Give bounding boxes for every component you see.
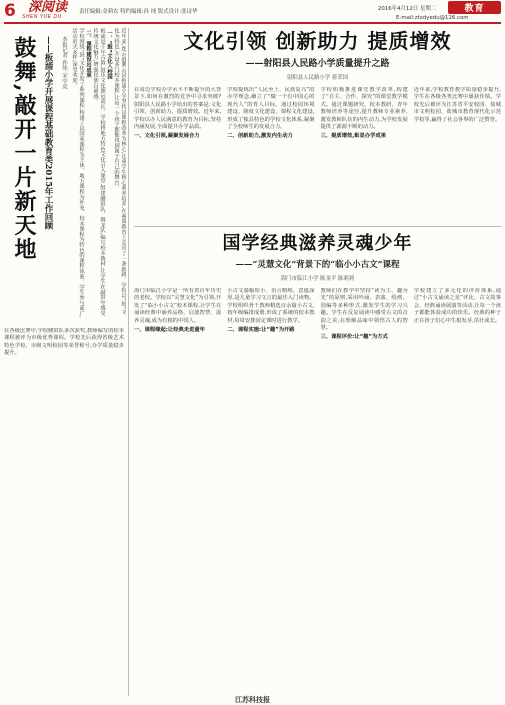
article1-head3: 三、提质增效,彰显办学成果: [320, 133, 387, 140]
article-divider: [134, 226, 501, 227]
left-headline: 鼓舞,敲开一片新天地: [11, 36, 37, 262]
article1-byline: 射阳县人民路小学 蒋荣国: [286, 75, 348, 81]
article1-col4-text: 近年来,学校教育教学质量稳步提升,学生在各级各类比赛中屡获佳绩。学校先后被评为江苏省平安校园、盐城市文明校园、盐城市教育现代化示范学校等,赢得了社会各界的广泛赞誉。: [413, 87, 501, 123]
left-body-text: [70, 28, 126, 318]
section-subtitle: SHEN YUE DU: [22, 14, 62, 20]
brand-text: 教育: [464, 4, 485, 14]
left-lower-text: 在各级比赛中,学校腰鼓队多次获奖,教师编写的校本课程被评为市级优秀课程。学校先后获得省级艺术特色学校、市级文明校园等荣誉称号,办学质量稳步提升。: [4, 328, 124, 357]
left-lower-body: [4, 328, 124, 478]
article2-title: 国学经典滋养灵魂少年: [222, 233, 413, 254]
article2-col1: [134, 288, 221, 684]
article2-head3: 三、课程评价:让“趣”为方式: [320, 334, 388, 341]
article2-head2: 二、课程实施:让“趣”为开路: [227, 327, 295, 334]
column-divider: [128, 28, 129, 696]
left-section1-head: 一、“鼓”文化入校园: [106, 30, 112, 80]
article1-col3-text: 学校积极推进课堂教学改革,构建了“自主、合作、探究”的课堂教学模式。通过课题研究、校本教研、青年教师培养等途径,提升教师专业素养,激发教师队伍的内生动力,为学校发展提供了源源不断的动力。: [320, 87, 408, 131]
article2-head1: 一、课程缘起:让经典走进童年: [134, 327, 205, 334]
footer-publication: 江苏科技报: [235, 696, 270, 704]
section-title-block: [22, 2, 67, 20]
left-subtitle: ——板浦小学开展课程基础教育类2015年工作回顾: [43, 36, 53, 230]
section-title: 深阅读: [28, 0, 68, 15]
article1-subtitle: ——射阳县人民路小学质量提升之路: [245, 59, 390, 69]
article1-head1: 一、文化引领,凝聚发展合力: [134, 133, 200, 140]
article2-subtitle: ——“灵慧文化”背景下的“临小小古文”课程: [235, 260, 400, 270]
article1-col2-text: 学校提炼出“人民至上、民族复兴”的办学理念,确立了“做一个有中国心的现代人”的育人目标。通过校园环境建设、制度文化建设、课程文化建设,形成了独具特色的学校文化体系,凝聚了全校师生的发展合力。: [227, 87, 315, 131]
article2-col2-text: 小古文篇幅短小、语言精练、意蕴深厚,是儿童学习文言的最佳入门读物。学校组织骨干教师精选百余篇小古文,按年级编排成册,形成了系统的校本教材,每周安排固定课时进行教学。: [227, 288, 315, 324]
left-section2-head: 二、课程建设出成果: [85, 30, 91, 78]
article-classics: [134, 232, 501, 684]
left-section2-body: 学校围绕“鼓”文化开发了系列课程,构建了以国家课程为主体、地方课程为补充、校本课程为特色的课程体系。学生参与面广,活动形式多样,深受欢迎。: [71, 28, 84, 318]
article2-col2: [227, 288, 314, 684]
editor-credits: 责任编辑:金莉农 特约编辑:孙 纯 版式设计:张诗华: [79, 9, 198, 15]
left-body-columns: [70, 28, 124, 318]
article2-columns: [134, 288, 501, 684]
left-byline: 本报记者 孙纯 宋中虎: [61, 36, 67, 89]
article1-head2: 二、创新助力,激发内生动力: [227, 133, 293, 140]
article1-col4: [414, 87, 501, 223]
header-rule: [4, 22, 501, 24]
article1-col1: [134, 87, 221, 223]
brand-badge: [448, 1, 501, 14]
article1-col1-text: 在周边学校办学水平不断提升的大背景下,如何在激烈的竞争中寻求突破?射阳县人民路小学给出的答案是:文化引领、创新助力、提质增效。近年来,学校以办人民满意的教育为目标,坚持内涵发展,全面提升办学品质。: [134, 87, 222, 131]
article1-title: 文化引领 创新助力 提质增效: [183, 29, 452, 53]
page-number: 6: [4, 1, 16, 21]
article2-col3-text: 教师们在教学中坚持“读为主、趣为先”的原则,采用吟诵、表演、绘画、创编等多种形式,激发学生的学习兴趣。学生在反复诵读中感受古文的音韵之美,在理解品味中领悟古人的智慧。: [320, 288, 408, 332]
article-culture-leadership: [134, 28, 501, 223]
article1-columns: [134, 87, 501, 223]
article1-col3: [321, 87, 408, 223]
article2-col4: [414, 288, 501, 684]
article2-col1-text: 海门市临江小学是一所有着百年历史的老校。学校以“灵慧文化”为引领,开发了“临小小古文”校本课程,让学生在诵读经典中涵养品格、启迪智慧、滋养灵魂,成为有根的中国人。: [134, 288, 222, 324]
left-section1-body: 板浦是千年古镇,鼓乐文化源远流长。学校将地方特色文化引入课堂,组建腰鼓队、舞龙队,编写校本教材,让学生在敲鼓中感受传统文化魅力,增强民族自豪感。: [92, 28, 105, 316]
article2-col4-text: 学校建立了多元化的评价体系,通过“小古文诵读之星”评比、古文故事会、经典诵读展演等活动,让每一个孩子都能体验成功的快乐。经典的种子正在孩子们心中生根发芽,茁壮成长。: [413, 288, 501, 324]
issue-date: 2016年4月12日 星期二: [378, 6, 437, 12]
left-intro: 近年来,连云港灌云县板浦小学坚持以课程改革为核心,注重学生核心素养培养,在素质教育上走出了一条新路。学校以“鼓”文化为特色,开设多门校本课程,让每一个孩子都能找到属于自己的舞台。: [113, 28, 126, 315]
contact-email: E-mail:ztxdyedu@126.com: [396, 15, 469, 21]
article2-col3: [321, 288, 408, 684]
article1-col2: [227, 87, 314, 223]
left-article: [4, 28, 124, 488]
article2-byline: 海门市临江小学 陈金平 陈莉莉: [280, 276, 355, 282]
